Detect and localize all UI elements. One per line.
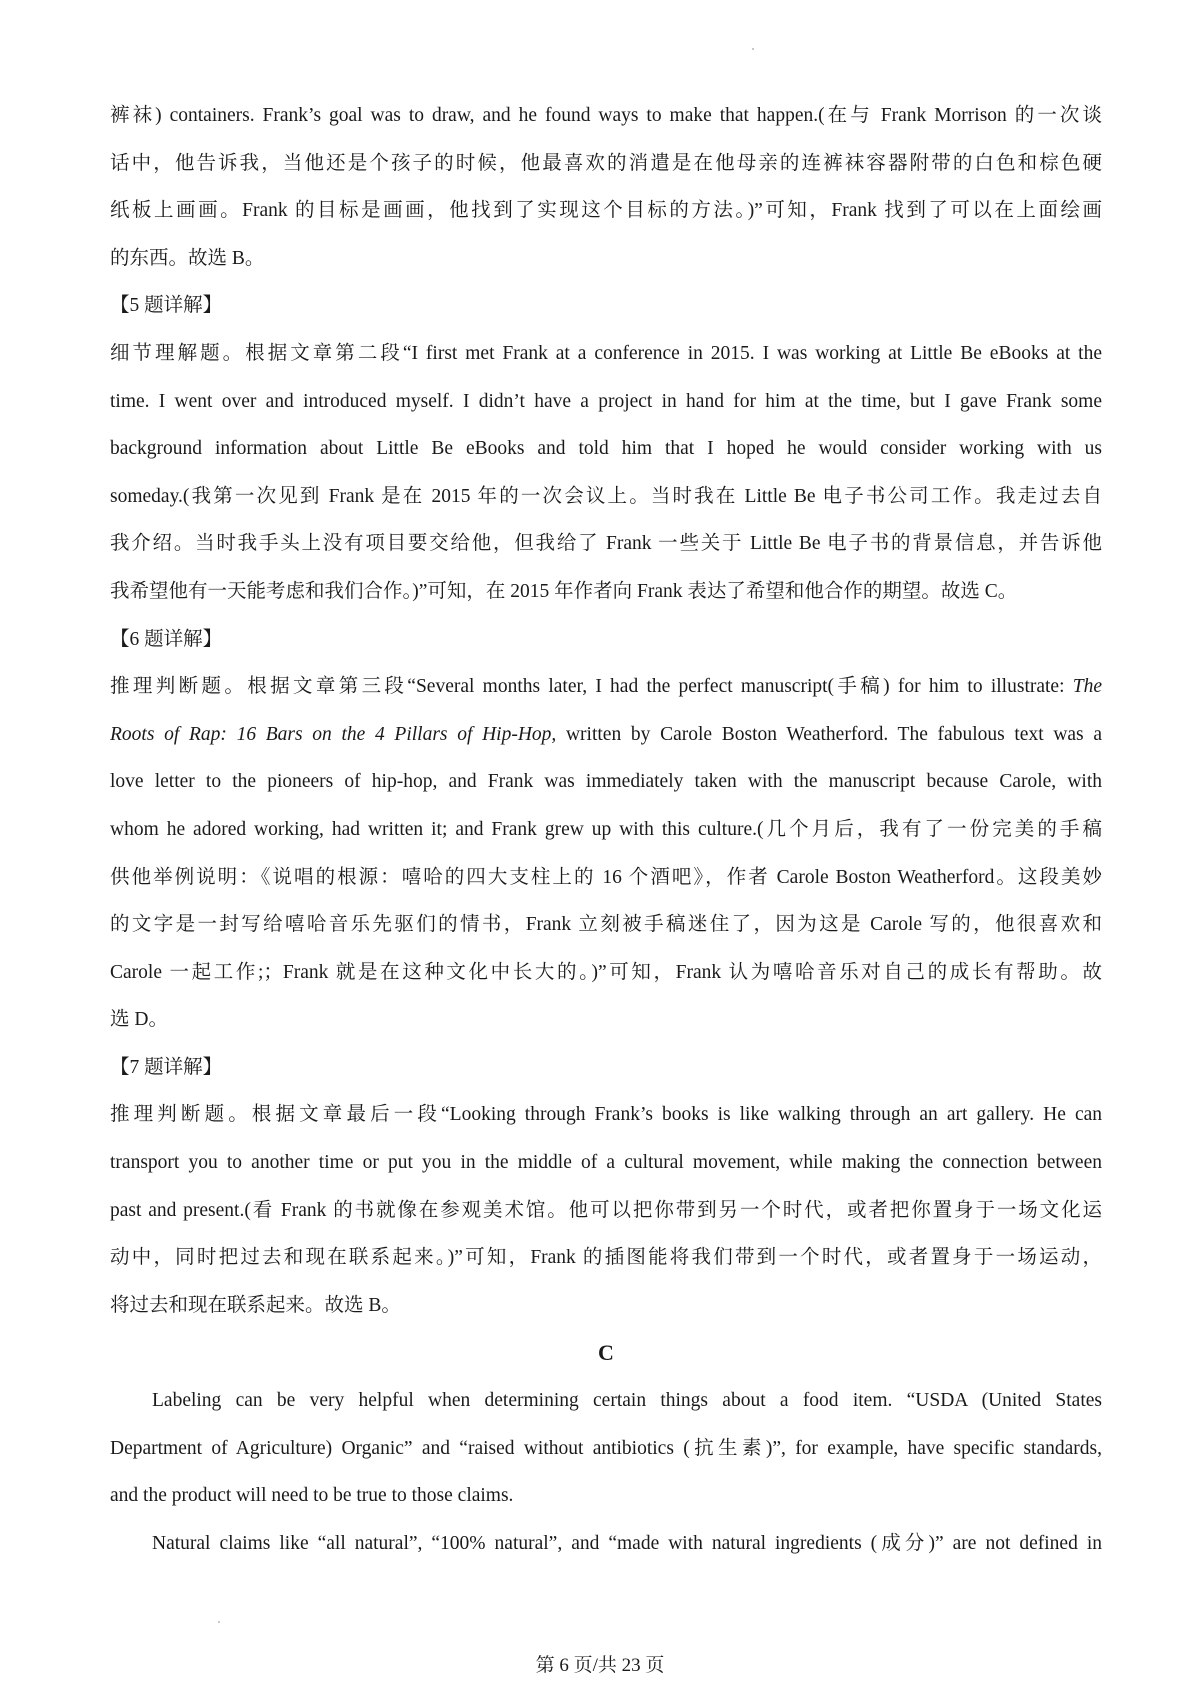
question-7-heading: 【7 题详解】 <box>110 1056 223 1078</box>
text-line: background information about Little Be eBooks and told him that I hoped he would consider working with us <box>110 438 1102 460</box>
text-line: 的文字是一封写给嘻哈音乐先驱们的情书，Frank 立刻被手稿迷住了，因为这是 Carole 写的，他很喜欢和 <box>110 914 1102 936</box>
text-line: 裤袜) containers. Frank’s goal was to draw, and he found ways to make that happen.(在与 Frank Morrison 的一次谈 <box>110 105 1102 126</box>
text-line: love letter to the pioneers of hip-hop, and Frank was immediately taken with the manuscript because Carole, with <box>110 771 1102 793</box>
question-6-heading: 【6 题详解】 <box>110 628 223 650</box>
text-line: 细节理解题。根据文章第二段“I first met Frank at a conference in 2015. I was working at Little Be eBooks at the <box>110 342 1102 364</box>
text-line: someday.(我第一次见到 Frank 是在 2015 年的一次会议上。当时我在 Little Be 电子书公司工作。我走过去自 <box>110 485 1102 507</box>
text-line: 我希望他有一天能考虑和我们合作。)”可知，在 2015 年作者向 Frank 表达了希望和他合作的期望。故选 C。 <box>110 580 1018 602</box>
text-line: Department of Agriculture) Organic” and “raised without antibiotics (抗生素)”, for example, have specific standards, <box>110 1437 1102 1459</box>
text-line: past and present.(看 Frank 的书就像在参观美术馆。他可以把你带到另一个时代，或者把你置身于一场文化运 <box>110 1199 1102 1221</box>
text-line: 我介绍。当时我手头上没有项目要交给他，但我给了 Frank 一些关于 Little Be 电子书的背景信息，并告诉他 <box>110 533 1102 555</box>
text-line: 将过去和现在联系起来。故选 B。 <box>110 1294 401 1316</box>
book-title-italic: The <box>1072 676 1102 698</box>
text-line: 的东西。故选 B。 <box>110 247 265 269</box>
text-line: 选 D。 <box>110 1009 168 1031</box>
scan-speck <box>752 48 754 50</box>
text-line: Carole 一起工作;；Frank 就是在这种文化中长大的。)”可知，Frank 认为嘻哈音乐对自己的成长有帮助。故 <box>110 961 1102 983</box>
scan-speck <box>218 1621 220 1623</box>
text-line: 推理判断题。根据文章最后一段“Looking through Frank’s books is like walking through an art gallery. He can <box>110 1104 1102 1126</box>
text-line: Labeling can be very helpful when determining certain things about a food item. “USDA (United States <box>152 1390 1102 1412</box>
text-line <box>110 711 1102 759</box>
section-c-title: C <box>598 1340 614 1366</box>
text-line: 话中，他告诉我，当他还是个孩子的时候，他最喜欢的消遣是在他母亲的连裤袜容器附带的白色和棕色硬 <box>110 152 1102 174</box>
page-number-footer: 第 6 页/共 23 页 <box>535 1655 665 1676</box>
text-line: Natural claims like “all natural”, “100% natural”, and “made with natural ingredients (成分)” are not defined in <box>152 1532 1102 1554</box>
text-line: 供他举例说明：《说唱的根源：嘻哈的四大支柱上的 16 个酒吧》，作者 Carole Boston Weatherford。这段美妙 <box>110 866 1102 888</box>
text-line: 纸板上画画。Frank 的目标是画画，他找到了实现这个目标的方法。)”可知，Frank 找到了可以在上面绘画 <box>110 200 1102 222</box>
text-line <box>110 663 1102 711</box>
page-body <box>110 92 1102 1567</box>
book-title-italic: Roots of Rap: 16 Bars on the 4 Pillars of Hip-Hop, <box>110 723 557 745</box>
question-5-heading: 【5 题详解】 <box>110 295 223 317</box>
text-span: written by Carole Boston Weatherford. The fabulous text was a <box>556 723 1102 745</box>
text-line: whom he adored working, had written it; and Frank grew up with this culture.(几个月后，我有了一份完美的手稿 <box>110 818 1102 840</box>
text-line: 动中，同时把过去和现在联系起来。)”可知，Frank 的插图能将我们带到一个时代，或者置身于一场运动， <box>110 1247 1102 1269</box>
text-span: 推理判断题。根据文章第三段“Several months later, I had the perfect manuscript(手稿) for him to illustrate: <box>110 676 1073 698</box>
text-line: and the product will need to be true to those claims. <box>110 1485 514 1507</box>
text-line: time. I went over and introduced myself. I didn’t have a project in hand for him at the time, but I gave Frank some <box>110 390 1102 412</box>
text-line: transport you to another time or put you in the middle of a cultural movement, while making the connection between <box>110 1152 1102 1174</box>
